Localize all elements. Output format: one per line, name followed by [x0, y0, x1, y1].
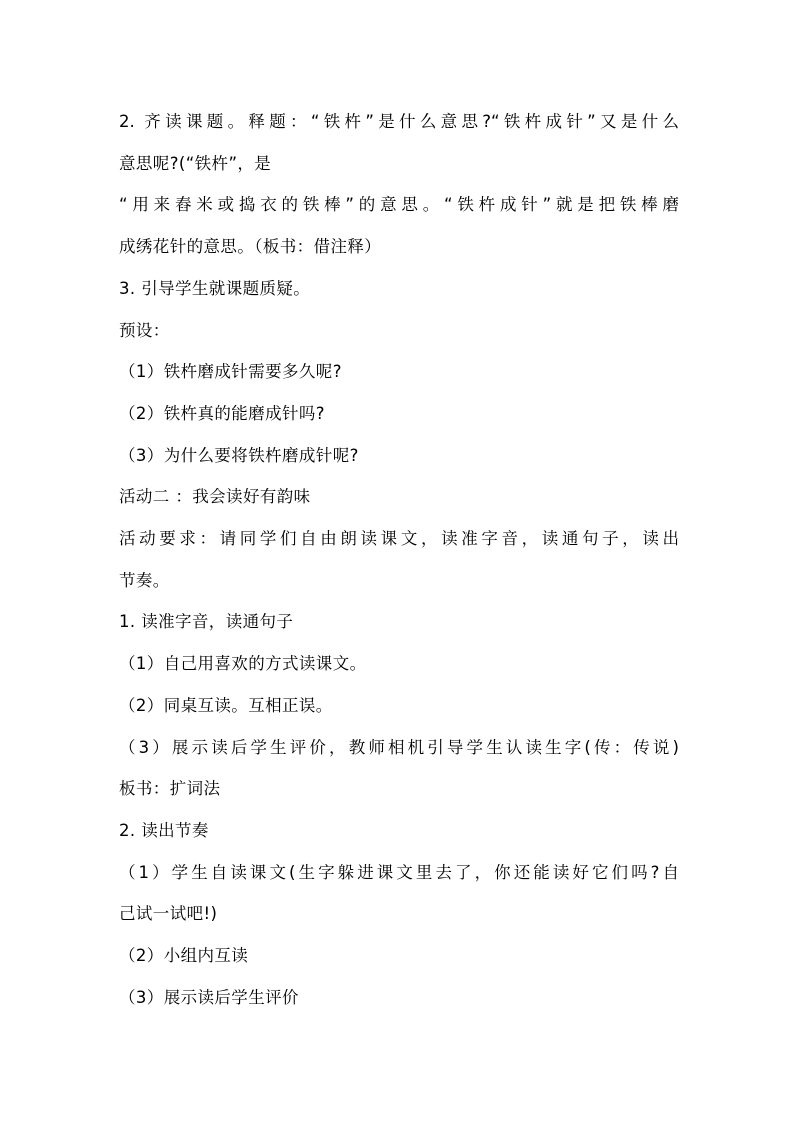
text-line: 3. 引导学生就课题质疑。	[119, 278, 311, 298]
list-item: （3）展示读后学生评价	[119, 987, 299, 1007]
text-line: 2. 读出节奏	[119, 820, 209, 840]
list-item: （2）铁杵真的能磨成针吗?	[119, 403, 325, 423]
text-line: 1. 读准字音，读通句子	[119, 612, 294, 632]
text-line: 成绣花针的意思。（板书：借注释）	[119, 237, 382, 257]
list-item: （2）小组内互读	[119, 946, 249, 966]
list-item: （3）为什么要将铁杵磨成针呢?	[119, 445, 359, 465]
text-line: 板书：扩词法	[119, 779, 221, 799]
list-item: （1）铁杵磨成针需要多久呢?	[119, 362, 342, 382]
text-line: 节奏。	[119, 570, 170, 590]
list-item: （1）自己用喜欢的方式读课文。	[119, 654, 367, 674]
text-line: 活动要求：请同学们自由朗读课文，读准字音，读通句子，读出	[119, 529, 679, 549]
list-item: （3）展示读后学生评价，教师相机引导学生认读生字(传：传说)	[119, 737, 679, 757]
text-line: 2. 齐读课题。释题：“铁杵”是什么意思?“铁杵成针”又是什么	[119, 112, 679, 131]
document-body	[119, 101, 679, 1018]
text-line: 预设：	[119, 320, 170, 340]
section-heading: 活动二 ：我会读好有韵味	[119, 487, 311, 507]
list-item: （2）同桌互读。互相正误。	[119, 695, 333, 715]
text-line: 己试一试吧!)	[119, 904, 218, 924]
list-item: （1）学生自读课文(生字躲进课文里去了，你还能读好它们吗?自	[119, 862, 679, 882]
text-line: 意思呢?(“铁杵”，是	[119, 153, 272, 173]
text-line: “用来舂米或捣衣的铁棒”的意思。“铁杵成针”就是把铁棒磨	[119, 195, 679, 215]
